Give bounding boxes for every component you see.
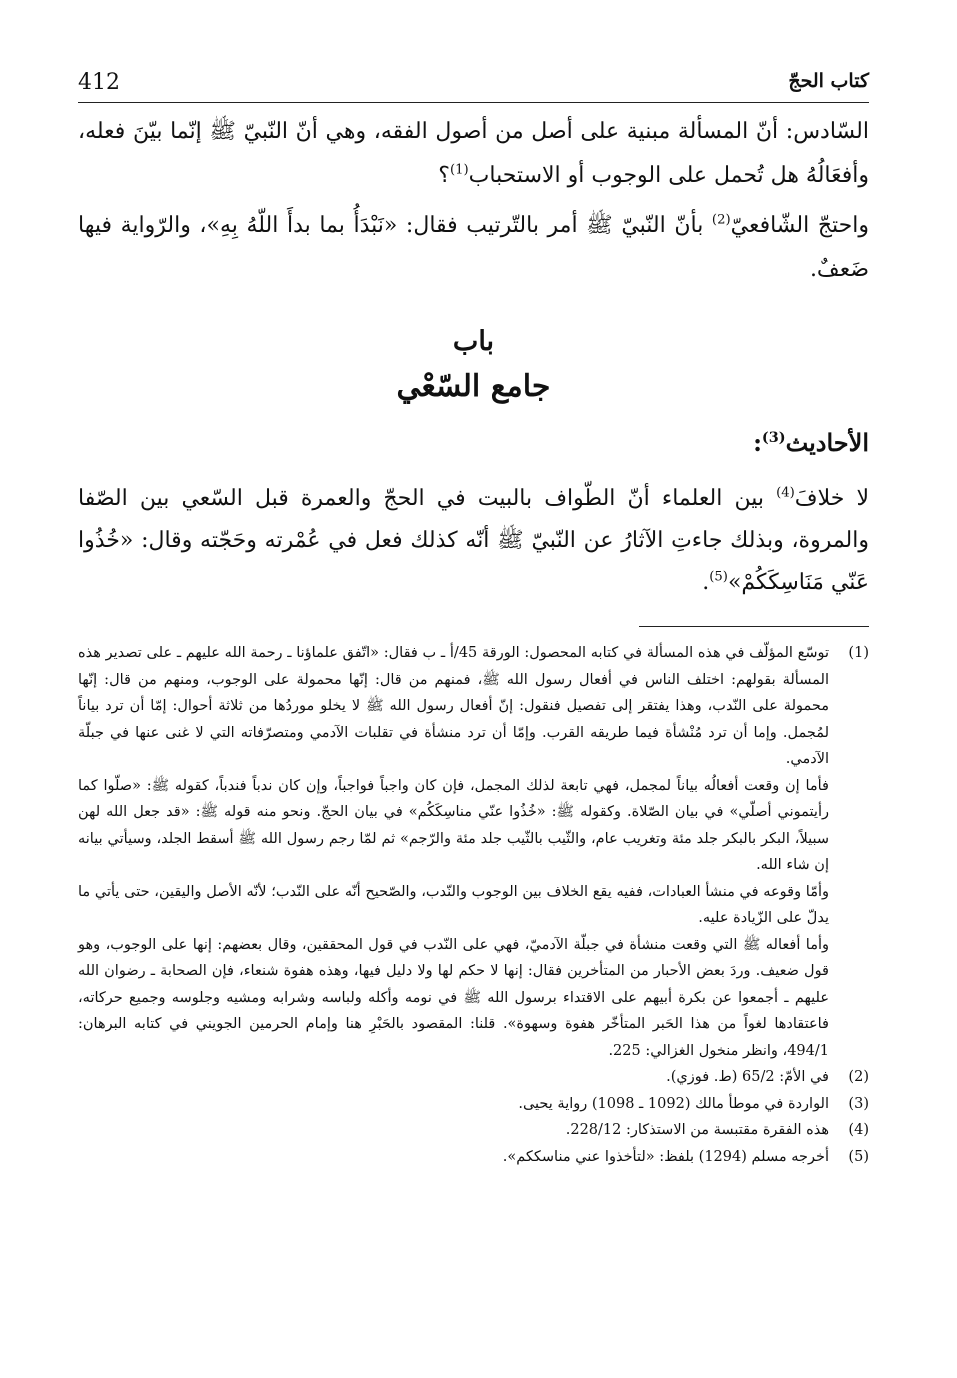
footnote-3	[78, 1091, 869, 1118]
footnote-ref[interactable]: (4)	[776, 485, 795, 501]
paragraph-text: بين العلماء أنّ الطّواف بالبيت في الحجّ والعمرة قبل السّعي بين الصّفا والمروة، وبذلك جاءتِ الآثارُ عن النّبيّ ﷺ أنّه كذلك فعل في عُمْرته وحَجّته وقال: «خُذُوا عَنّي مَنَاسِكَكُمْ»	[78, 486, 869, 595]
paragraph-text: بأنّ النّبيّ ﷺ أمر بالتّرتيب فقال: «نَبْدَأُ بما بدأَ اللّهُ بِهِ»، والرّواية فيها ضَعفٌ.	[78, 213, 869, 282]
footnote-5	[78, 1144, 869, 1171]
footnote-body	[78, 1091, 829, 1118]
main-body-text	[78, 478, 869, 604]
footnote-body	[78, 640, 829, 1064]
chapter-heading	[78, 320, 869, 410]
footnotes	[78, 640, 869, 1170]
footnote-number: (1)	[848, 645, 869, 661]
footnote-body	[78, 1117, 829, 1144]
punctuation: .	[702, 570, 710, 595]
page-number: 412	[78, 70, 120, 95]
section-heading-text: الأحاديث	[785, 428, 869, 457]
footnote-paragraph: توسّع المؤلّف في هذه المسألة في كتابه المحصول: الورقة 45/أ ـ ب فقال: «اتّفق علماؤنا ـ رحمة الله عليهم ـ على تصدير هذه المسألة بقولهم: اختلف الناس في أفعال رسول الله ﷺ، فمنهم من قال: إنّها محمولة على الوجوب، ومنهم من قال: إنّها محمولة على النّدب، وهذا يفتقر إلى تفصيل فنقول: إنّ أفعال رسول الله ﷺ لا يخلو موردُها من ثلاثة أحوال: إمّا أن ترد بياناً لمُجمل. وإما أن ترد مُنْشأة فيما طريقه القرب. وإمّا أن ترد منشأة في تقلبات الآدمي ومتصرّفاته التي لا غنى عنها في جبلّة الآدمي.	[78, 645, 830, 767]
footnote-body	[78, 1144, 829, 1171]
footnote-ref[interactable]: (5)	[709, 569, 728, 585]
chapter-title: جامع السّعْي	[396, 369, 551, 404]
page-header	[78, 58, 869, 103]
top-body-text	[78, 110, 869, 292]
footnote-2	[78, 1064, 869, 1091]
footnote-paragraph: أخرجه مسلم (1294) بلفظ: «لتأخذوا عني مناسككم».	[502, 1148, 829, 1165]
footnote-paragraph: فأما إن وقعت أفعالُه بياناً لمجمل، فهي تابعة لذلك المجمل، فإن كان واجباً فواجباً، وإن كان ندباً فندباً، كقوله ﷺ: «صلّوا كما رأيتموني أصلّي» في بيان الصّلاة. وكقوله ﷺ: «خُذُوا عنّي مناسِكَكُم» في بيان الحجّ. ونحو منه قوله ﷺ: «قد جعل الله لهن سبيلاً، البكر بالبكر جلد مئة وتغريب عام، والثّيب بالثّيب جلد مئة والرّجم» ثم لمّا رجم رسول الله ﷺ أسقط الجلد، وسيأتي بيانه إن شاء الله.	[78, 777, 829, 873]
running-title: كتاب الحجّ	[788, 70, 869, 92]
footnote-4	[78, 1117, 869, 1144]
footnote-ref[interactable]: (1)	[449, 162, 469, 178]
footnote-number: (2)	[848, 1069, 869, 1085]
chapter-label: باب	[452, 326, 495, 357]
footnote-paragraph: هذه الفقرة مقتبسة من الاستذكار: 228/12.	[565, 1122, 829, 1138]
punctuation: :	[753, 428, 762, 457]
footnote-1	[78, 640, 869, 1064]
footnote-paragraph: في الأمّ: 65/2 (ط. فوزي).	[666, 1069, 829, 1085]
footnote-number: (4)	[848, 1122, 869, 1138]
footnote-paragraph: الواردة في موطأ مالك (1092 ـ 1098) رواية يحيى.	[518, 1095, 829, 1112]
paragraph-shafii-argument	[78, 204, 869, 292]
footnote-paragraph: وأمّا وقوعه في منشأ العبادات، ففيه يقع الخلاف بين الوجوب والنّدب، والصّحيح أنّه على النّدب؛ لأنّه الأصل واليقين، حتى يأتي ما يدلّ على الزّيادة عليه.	[78, 883, 829, 926]
section-heading	[753, 428, 869, 457]
footnote-number: (3)	[848, 1095, 869, 1112]
footnote-ref[interactable]: (2)	[711, 212, 731, 228]
paragraph-no-disagreement	[78, 478, 869, 604]
paragraph-sixth-point	[78, 110, 869, 198]
footnote-body	[78, 1064, 829, 1091]
footnote-divider	[639, 626, 869, 627]
paragraph-text: السّادس: أنّ المسألة مبنية على أصل من أصول الفقه، وهي أنّ النّبيّ ﷺ إنّما بيّنَ فعله، وأفعَالُهُ هل تُحمل على الوجوب أو الاستحباب	[78, 119, 869, 188]
footnote-ref[interactable]: (3)	[761, 429, 786, 446]
footnote-number: (5)	[848, 1148, 869, 1165]
footnote-paragraph: وأما أفعاله ﷺ التي وقعت منشأة في جبلّة الآدميّ، فهي على النّدب في قول المحققين، وقال بعضهم: إنها على الوجوب، وهو قول ضعيف. وردَ بعض الأحبار من المتأخرين فقال: إنها لا حكم لها ولا دليل فيها، وهذه هفوة شنعاء، فإن الصحابة ـ رضوان الله عليهم ـ أجمعوا عن بكرة أبيهم على الاقتداء برسول الله ﷺ في نومه وأكله ولباسه وشرابه ومشيه وجلوسه وجميع حركاته، فاعتقادها لغواً من هذا الحَبر المتأخّر هفوة وسهوة». قلنا: المقصود بالحَبْرِ هنا وإمام الحرمين الجويني في كتابه البرهان: 494/1، وانظر منخول الغزالي: 225.	[78, 936, 829, 1059]
punctuation: ؟	[438, 163, 450, 188]
paragraph-text: لا خلافَ	[794, 486, 869, 511]
paragraph-text: واحتجّ الشّافعيّ	[730, 213, 870, 238]
